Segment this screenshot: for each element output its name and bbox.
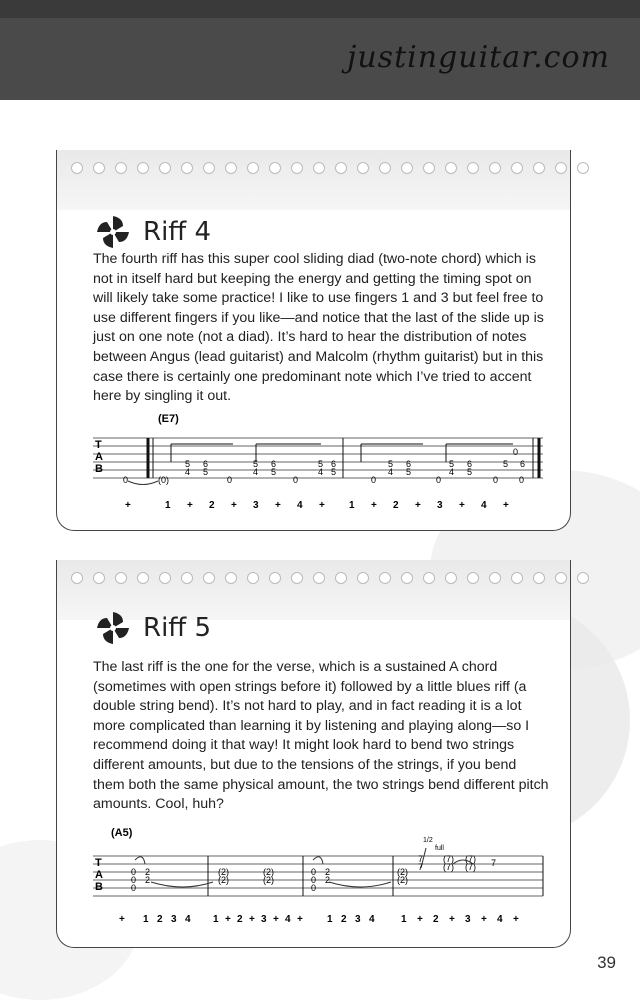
riff-title-text: Riff 5	[143, 613, 212, 643]
riff-description: The last riff is the one for the verse, which is a sustained A chord (sometimes with open strings before it) followed by a little blues riff (a double string bend). It’s not hard to play, and in fact reading it is a lot more complicated than learning it by listening and playing along—so I recommend doing it that way! It might look hard to bend two strings different amounts, but due to the tensions of the strings, if you bend them both the same physical amount, the two strings bend different pitch amounts. Cool, huh?	[93, 659, 549, 813]
tab-note: (0)	[158, 475, 169, 485]
tab-note: 2	[145, 867, 151, 877]
riff-card-5	[56, 560, 571, 948]
tab-note: 0	[493, 475, 499, 485]
riff-title	[93, 212, 211, 252]
tab-note: 0	[311, 875, 317, 885]
tab-note: (2)	[263, 875, 274, 885]
count-label: 1	[349, 500, 355, 511]
count-label: +	[125, 500, 131, 511]
count-label: 3	[465, 914, 471, 925]
tab-note: 5	[406, 467, 412, 477]
count-label: +	[503, 500, 509, 511]
count-label: 4	[285, 914, 291, 925]
tab-note: 6	[331, 459, 337, 469]
count-label: 4	[497, 914, 503, 925]
count-label: 1	[327, 914, 333, 925]
site-logo: justinguitar.com	[347, 40, 610, 75]
count-label: 1	[213, 914, 219, 925]
tab-note: 5	[271, 467, 277, 477]
tab-letter-t: T	[95, 439, 102, 451]
count-label: +	[371, 500, 377, 511]
tab-note: (7)	[443, 854, 454, 864]
tab-note: (2)	[218, 867, 229, 877]
count-label: +	[449, 914, 455, 925]
count-label: 1	[401, 914, 407, 925]
page-header	[0, 0, 640, 100]
count-label: 3	[171, 914, 177, 925]
tab-note: 5	[503, 459, 509, 469]
count-label: 2	[341, 914, 347, 925]
count-label: 1	[143, 914, 149, 925]
notepad-torn-edge	[57, 150, 570, 210]
tab-note: (7)	[443, 862, 454, 872]
tab-note: 4	[449, 467, 455, 477]
tab-note: 2	[325, 875, 331, 885]
pinwheel-icon	[93, 212, 133, 252]
tab-note: 6	[520, 459, 526, 469]
binding-holes	[71, 572, 589, 584]
page-number: 39	[597, 953, 616, 972]
tab-note: 6	[406, 459, 412, 469]
tab-note: 5	[331, 467, 337, 477]
binding-holes	[71, 162, 589, 174]
tab-note: 0	[513, 447, 519, 457]
count-label: +	[249, 914, 255, 925]
tab-note: 0	[436, 475, 442, 485]
count-label: 2	[209, 500, 215, 511]
tab-note: 7	[418, 862, 424, 872]
count-label: +	[273, 914, 279, 925]
count-label: +	[275, 500, 281, 511]
tab-note: 5	[253, 459, 259, 469]
tab-note: (2)	[263, 867, 274, 877]
count-label: +	[119, 914, 125, 925]
tab-note: (2)	[218, 875, 229, 885]
count-label: +	[231, 500, 237, 511]
count-label: 3	[437, 500, 443, 511]
count-label: 3	[253, 500, 259, 511]
count-label: +	[415, 500, 421, 511]
count-label: 1	[165, 500, 171, 511]
tab-note: 7	[491, 858, 497, 868]
tab-note: 0	[293, 475, 299, 485]
tab-note: 0	[371, 475, 377, 485]
tab-note: 0	[227, 475, 233, 485]
tab-note: (2)	[397, 875, 408, 885]
tab-note: 4	[253, 467, 259, 477]
tab-letter-t: T	[95, 857, 102, 869]
count-label: 4	[369, 914, 375, 925]
count-label: +	[319, 500, 325, 511]
tab-letter-a: A	[95, 451, 103, 463]
tab-letter-b: B	[95, 881, 103, 893]
tab-note: (7)	[465, 862, 476, 872]
riff-title	[93, 608, 211, 648]
tab-note: 4	[388, 467, 394, 477]
count-label: 4	[185, 914, 191, 925]
tab-note: 4	[185, 467, 191, 477]
header-strip	[0, 0, 640, 18]
tab-note: 5	[203, 467, 209, 477]
chord-label: (E7)	[158, 413, 179, 425]
tab-note: 5	[449, 459, 455, 469]
tab-note: (2)	[397, 867, 408, 877]
count-label: +	[459, 500, 465, 511]
riff-card-4	[56, 150, 571, 531]
tab-note: 5	[467, 467, 473, 477]
tab-note: (7)	[465, 854, 476, 864]
count-label: +	[297, 914, 303, 925]
tab-note: 0	[131, 883, 137, 893]
count-label: 2	[237, 914, 243, 925]
count-label: 3	[355, 914, 361, 925]
tab-note: 0	[131, 867, 137, 877]
tab-note: 6	[203, 459, 209, 469]
bend-label: 1/2	[423, 837, 433, 844]
tab-note: 5	[388, 459, 394, 469]
chord-label: (A5)	[111, 827, 133, 839]
bend-label: full	[435, 845, 444, 852]
riff-title-text: Riff 4	[143, 217, 212, 247]
pinwheel-icon	[93, 608, 133, 648]
count-label: +	[225, 914, 231, 925]
tablature	[93, 822, 550, 932]
count-label: 2	[433, 914, 439, 925]
tab-note: 2	[325, 867, 331, 877]
tab-note: 0	[311, 867, 317, 877]
count-label: 4	[297, 500, 303, 511]
tab-note: 5	[318, 459, 324, 469]
tab-note: 6	[271, 459, 277, 469]
count-label: +	[481, 914, 487, 925]
tab-note: 6	[467, 459, 473, 469]
count-label: 3	[261, 914, 267, 925]
tab-note: 7	[418, 854, 424, 864]
tablature	[93, 408, 550, 518]
count-label: +	[187, 500, 193, 511]
tab-note: 2	[145, 875, 151, 885]
count-label: 2	[157, 914, 163, 925]
count-label: +	[417, 914, 423, 925]
count-label: 2	[393, 500, 399, 511]
tab-note: 0	[519, 475, 525, 485]
tab-letter-b: B	[95, 463, 103, 475]
tab-note: 0	[131, 875, 137, 885]
tab-note: 0	[311, 883, 317, 893]
count-label: +	[513, 914, 519, 925]
tab-letter-a: A	[95, 869, 103, 881]
tab-note: 4	[318, 467, 324, 477]
tab-note: 5	[185, 459, 191, 469]
tab-note: 0	[123, 475, 129, 485]
riff-description: The fourth riff has this super cool sliding diad (two-note chord) which is not in itself hard but keeping the energy and getting the timing spot on will likely take some practice! I like to use fingers 1 and 3 but feel free to use different fingers if you like—and notice that the last of the slide up is just on one note (not a diad). It’s hard to hear the distribution of notes between Angus (lead guitarist) and Malcolm (rhythm guitarist) but in this case there is certainly one predominant note which I’ve tried to accent here by singling it out.	[93, 251, 544, 405]
count-label: 4	[481, 500, 487, 511]
